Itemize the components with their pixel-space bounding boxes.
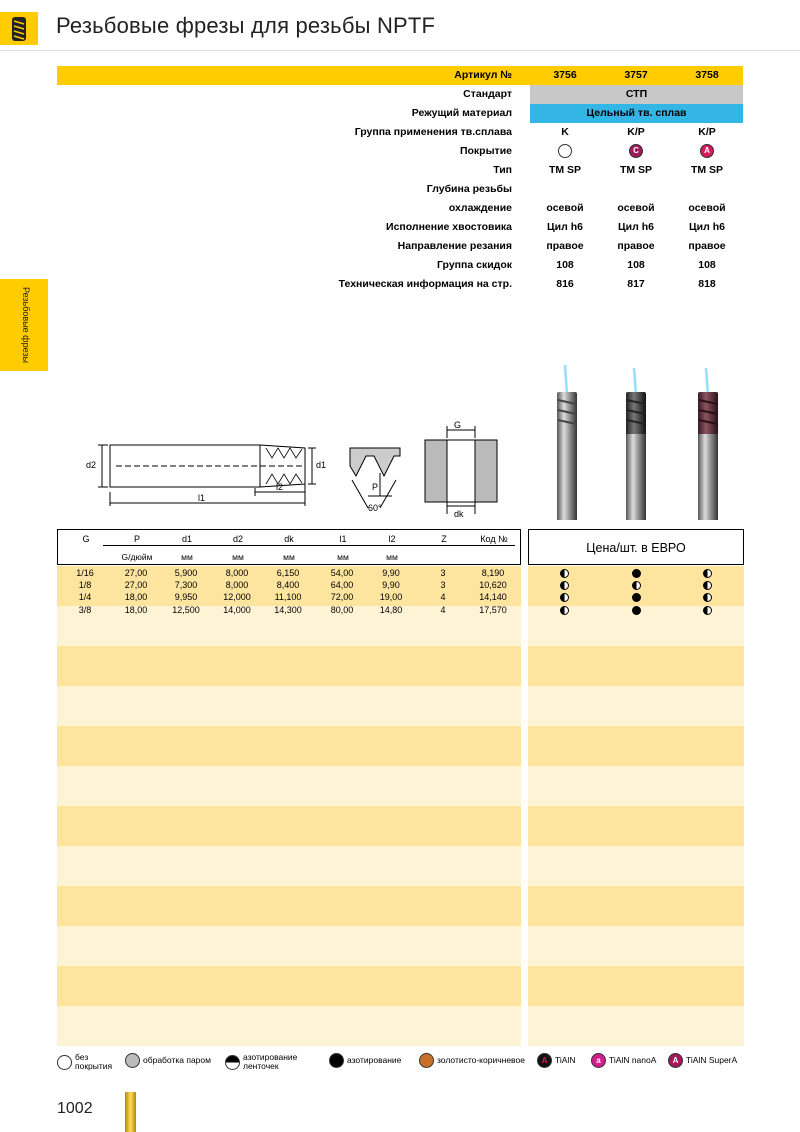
spec-value: 108 [698,259,716,271]
spec-row-type [0,161,800,180]
thread-profile-drawing [350,448,400,508]
spec-label: Артикул № [454,69,512,81]
band [57,926,521,966]
page-title: Резьбовые фрезы для резьбы NPTF [56,13,436,38]
legend-item-tialn-supera [668,1053,737,1068]
spec-value: 3757 [624,69,648,81]
spec-row-shank [0,218,800,237]
spec-label: Режущий материал [411,107,512,119]
col-unit: мм [232,552,244,562]
tool-drawing [98,445,316,506]
cell-l1: 64,00 [330,580,354,590]
label-l1: l1 [198,493,206,503]
spec-row-material [0,104,800,123]
spec-label: охлаждение [448,202,512,214]
cell-dk: 14,300 [274,605,302,615]
tool-photo-3758 [698,368,718,520]
col-unit: G/дюйм [121,552,153,562]
title-divider [0,50,800,51]
spec-row-cooling [0,199,800,218]
spec-value: Цил h6 [547,221,583,233]
cell-d1: 9,950 [174,592,198,602]
spec-label: Стандарт [463,88,512,100]
availability-full-icon [632,606,641,615]
tool-photo-3756 [557,365,577,520]
cell-l1: 54,00 [330,568,354,578]
cell-d1: 7,300 [174,580,198,590]
col-header: Код № [480,534,508,544]
spec-row-discount-group [0,256,800,275]
spec-label: Исполнение хвостовика [386,221,512,233]
band [528,846,744,886]
cell-p: 18,00 [124,592,148,602]
cell-d2: 8,000 [225,568,249,578]
band [528,686,744,726]
spec-label: Покрытие [459,145,512,157]
tialn-icon: A [537,1053,552,1068]
cell-d2: 14,000 [223,605,251,615]
spec-row-thread-depth [0,180,800,199]
legend-item-gold-brown [419,1053,525,1068]
tialn-supera-icon: A [668,1053,683,1068]
legend-text: обработка паром [143,1055,211,1065]
band [57,846,521,886]
spec-label: Группа скидок [437,259,512,271]
availability-full-icon [632,593,641,602]
availability-half-icon [632,581,641,590]
cell-p: 18,00 [124,605,148,615]
label-angle: 60° [368,503,382,513]
legend-text: покрытия [75,1061,113,1071]
coating-none-icon [558,144,572,158]
cell-code: 17,570 [479,605,507,615]
col-header: l2 [388,534,396,544]
band [57,886,521,926]
cell-g: 1/8 [78,580,92,590]
spec-value: правое [688,240,726,252]
col-header: d2 [232,534,243,544]
coating-legend [57,1053,747,1075]
side-tab-label: Резьбовые фрезы [21,287,31,363]
cell-l1: 80,00 [330,605,354,615]
legend-item-tialn [537,1053,575,1068]
col-header: l1 [339,534,347,544]
cell-dk: 11,100 [274,592,302,602]
band [528,766,744,806]
cell-p: 27,00 [124,568,148,578]
band [528,1006,744,1046]
label-g: G [454,420,462,430]
col-unit: мм [337,552,349,562]
cell-z: 3 [440,580,446,590]
technical-drawings [80,418,500,518]
spec-value: правое [617,240,655,252]
spec-row-coating [0,142,800,161]
spec-value: 108 [627,259,645,271]
spec-label: Тип [493,164,512,176]
coating-c-icon: C [629,144,643,158]
spec-value: TM SP [548,164,582,176]
spec-value: Цил h6 [618,221,654,233]
label-l2: l2 [276,482,284,492]
cell-d1: 12,500 [172,605,200,615]
col-header: dk [284,534,294,544]
cell-code: 10,620 [479,580,507,590]
spec-value: осевой [688,202,726,214]
cell-g: 3/8 [78,605,92,615]
cell-z: 4 [440,592,446,602]
spec-row-article [0,66,800,85]
col-header: Z [441,534,447,544]
spec-row-carbide-group [0,123,800,142]
band [57,806,521,846]
standard-value: СТП [530,85,743,104]
availability-half-icon [703,581,712,590]
cell-l2: 9,90 [382,568,400,578]
table-header [57,529,521,565]
legend-text: ленточек [243,1061,279,1071]
table-row[interactable] [57,580,521,591]
legend-text: TiAlN [555,1055,576,1065]
spec-value: 108 [556,259,574,271]
col-header: d1 [181,534,192,544]
band [528,926,744,966]
availability-half-icon [703,606,712,615]
spec-row-tech-info [0,275,800,294]
spec-label: Направление резания [397,240,512,252]
band [57,966,521,1006]
band [528,646,744,686]
land-nitriding-icon [225,1055,240,1070]
table-row[interactable] [57,605,521,616]
availability-half-icon [703,593,712,602]
col-unit: мм [283,552,295,562]
legend-text: без [75,1052,89,1062]
legend-item-tialn-nanoa [591,1053,656,1068]
legend-item-nitriding [329,1053,401,1068]
table-row[interactable] [57,592,521,603]
cell-d1: 5,900 [174,568,198,578]
spec-value: Цил h6 [689,221,725,233]
spec-value: 3756 [553,69,577,81]
band [57,686,521,726]
band [528,726,744,766]
legend-item-land-nitriding [225,1053,297,1071]
cell-code: 8,190 [481,568,505,578]
cell-p: 27,00 [124,580,148,590]
availability-half-icon [560,606,569,615]
spec-value: осевой [617,202,655,214]
legend-text: золотисто-коричневое [437,1055,525,1065]
availability-half-icon [560,569,569,578]
label-p: P [372,482,379,492]
nitriding-icon [329,1053,344,1068]
col-unit: мм [386,552,398,562]
tialn-nanoa-icon: a [591,1053,606,1068]
coating-a-icon: A [700,144,714,158]
product-photos [530,360,746,522]
col-header: P [133,534,140,544]
spec-value: TM SP [619,164,653,176]
spec-value: TM SP [690,164,724,176]
spec-label: Группа применения тв.сплава [354,126,512,138]
material-value: Цельный тв. сплав [530,104,743,123]
cell-l2: 19,00 [379,592,403,602]
legend-text: азотирование [243,1052,298,1062]
bore-drawing [425,426,497,514]
cell-d2: 12,000 [223,592,251,602]
page-edge-bar [125,1092,136,1132]
availability-half-icon [703,569,712,578]
label-dk: dk [454,509,464,518]
gold-brown-icon [419,1053,434,1068]
band [528,886,744,926]
cell-d2: 8,000 [225,580,249,590]
cell-code: 14,140 [479,592,507,602]
spec-label: Техническая информация на стр. [338,278,512,290]
table-row[interactable] [57,568,521,579]
availability-half-icon [560,593,569,602]
page-number: 1002 [57,1100,93,1117]
spec-value: K [561,126,569,138]
legend-item-steam [125,1053,211,1068]
legend-text: TiAlN nanoA [609,1055,657,1065]
tech-info-link[interactable]: 818 [698,278,716,290]
band [57,766,521,806]
cell-g: 1/16 [76,568,94,578]
label-d1: d1 [316,460,327,470]
cell-g: 1/4 [78,592,92,602]
label-d2: d2 [86,460,97,470]
spec-row-cutting-direction [0,237,800,256]
band [57,726,521,766]
legend-text: TiAlN SuperA [686,1055,738,1065]
cell-l2: 9,90 [382,580,400,590]
col-unit: мм [181,552,193,562]
cell-dk: 8,400 [276,580,300,590]
col-header: G [82,534,90,544]
thread-mill-logo-icon [10,16,28,42]
cell-l2: 14,80 [379,605,403,615]
cell-z: 4 [440,605,446,615]
band [57,646,521,686]
tech-info-link[interactable]: 817 [627,278,645,290]
band [528,966,744,1006]
availability-half-icon [560,581,569,590]
cell-l1: 72,00 [330,592,354,602]
band [57,1006,521,1046]
tech-info-link[interactable]: 816 [556,278,574,290]
band [528,806,744,846]
steam-treated-icon [125,1053,140,1068]
tool-photo-3757 [626,368,646,520]
spec-label: Глубина резьбы [426,183,512,195]
legend-text: азотирование [347,1055,402,1065]
spec-value: K/P [627,126,645,138]
spec-value: 3758 [695,69,719,81]
header-rule [103,545,515,546]
spec-row-standard [0,85,800,104]
spec-value: правое [546,240,584,252]
uncoated-icon [57,1055,72,1070]
cell-z: 3 [440,568,446,578]
cell-dk: 6,150 [276,568,300,578]
spec-value: K/P [698,126,716,138]
availability-full-icon [632,569,641,578]
spec-value: осевой [546,202,584,214]
legend-item-uncoated [57,1053,112,1071]
brand-logo [0,12,38,45]
price-header: Цена/шт. в ЕВРО [528,529,744,565]
